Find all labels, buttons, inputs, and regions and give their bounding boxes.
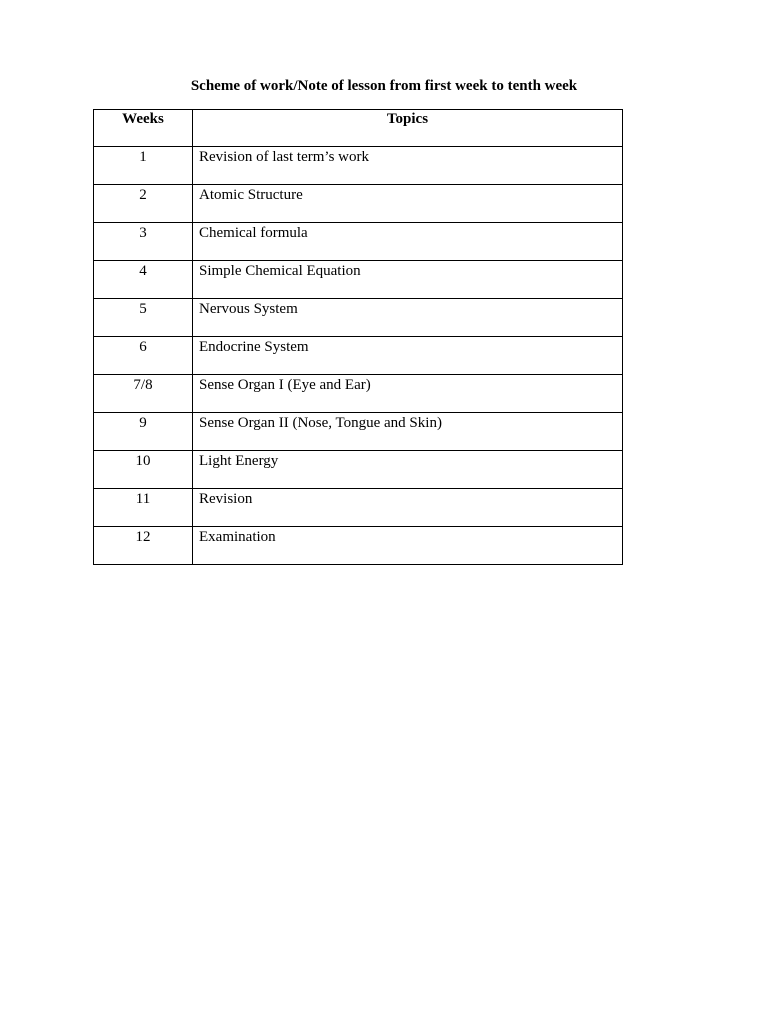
table-row — [94, 299, 623, 337]
topics-column-header: Topics — [193, 110, 623, 147]
week-cell: 11 — [94, 489, 193, 527]
scheme-of-work-table — [93, 109, 623, 565]
table-row — [94, 527, 623, 565]
topic-cell: Nervous System — [193, 299, 623, 337]
page-title: Scheme of work/Note of lesson from first week to tenth week — [190, 78, 578, 94]
week-cell: 4 — [94, 261, 193, 299]
table-row — [94, 185, 623, 223]
week-cell: 9 — [94, 413, 193, 451]
week-cell: 2 — [94, 185, 193, 223]
table-row — [94, 451, 623, 489]
topic-cell: Sense Organ II (Nose, Tongue and Skin) — [193, 413, 623, 451]
topic-cell: Atomic Structure — [193, 185, 623, 223]
topic-cell: Endocrine System — [193, 337, 623, 375]
week-cell: 7/8 — [94, 375, 193, 413]
topic-cell: Revision — [193, 489, 623, 527]
table-row — [94, 489, 623, 527]
topic-cell: Revision of last term’s work — [193, 147, 623, 185]
week-cell: 6 — [94, 337, 193, 375]
topic-cell: Examination — [193, 527, 623, 565]
table-row — [94, 375, 623, 413]
topic-cell: Chemical formula — [193, 223, 623, 261]
week-cell: 10 — [94, 451, 193, 489]
week-cell: 5 — [94, 299, 193, 337]
table-row — [94, 223, 623, 261]
topic-cell: Sense Organ I (Eye and Ear) — [193, 375, 623, 413]
weeks-column-header: Weeks — [94, 110, 193, 147]
topic-cell: Simple Chemical Equation — [193, 261, 623, 299]
table-row — [94, 147, 623, 185]
table-row — [94, 261, 623, 299]
week-cell: 3 — [94, 223, 193, 261]
table-row — [94, 337, 623, 375]
week-cell: 1 — [94, 147, 193, 185]
topic-cell: Light Energy — [193, 451, 623, 489]
table-header-row — [94, 110, 623, 147]
table-row — [94, 413, 623, 451]
week-cell: 12 — [94, 527, 193, 565]
